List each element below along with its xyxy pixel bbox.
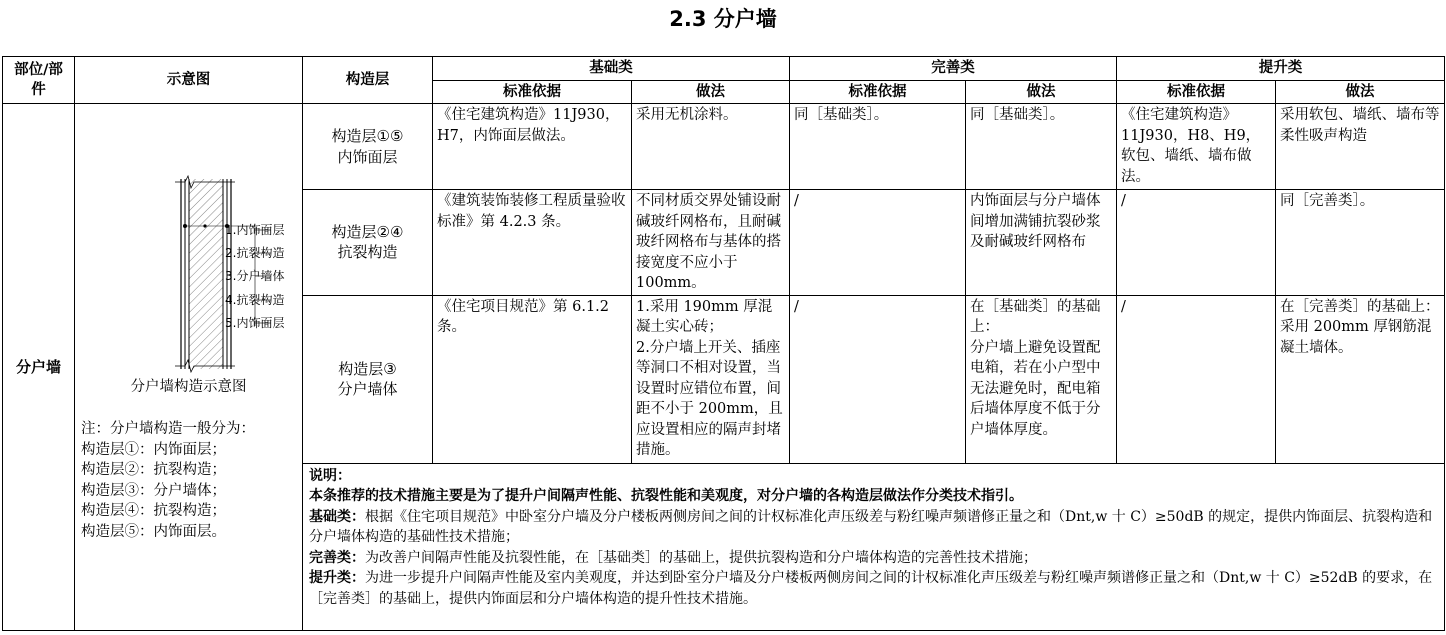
explanation-heading: 说明： bbox=[309, 467, 351, 484]
note-line: 注：分户墙构造一般分为： bbox=[81, 421, 255, 437]
upgraded-text: 为进一步提升户间隔声性能及室内美观度，并达到卧室分户墙及分户楼板两侧房间之间的计权标准化声压级差与粉红噪声频谱修正量之和（Dnt,w 十 C）≥52dB 的要求，在［完善类］的基础上，提供内饰面层和分户墙体构造的提升性技术措施。 bbox=[309, 570, 1433, 607]
part-name: 分户墙 bbox=[3, 104, 75, 631]
layer-type: 内饰面层 bbox=[337, 147, 398, 166]
note-line: 构造层⑤：内饰面层。 bbox=[81, 523, 226, 540]
header-basic-method: 做法 bbox=[632, 80, 790, 104]
header-improved: 完善类 bbox=[790, 57, 1117, 81]
note-line: 构造层②：抗裂构造； bbox=[81, 462, 226, 478]
method-line: 分户墙上避免设置配电箱，若在小户型中无法避免时，配电箱后墙体厚度不低于分户墙体厚度。 bbox=[970, 339, 1101, 438]
diagram-cell bbox=[75, 104, 303, 631]
diagram-notes bbox=[81, 419, 255, 542]
header-upgraded-method: 做法 bbox=[1276, 80, 1445, 104]
layer-type: 分户墙体 bbox=[337, 380, 398, 398]
upgraded-method bbox=[1276, 295, 1445, 463]
layer-name: 构造层②④ bbox=[331, 222, 404, 241]
basic-method bbox=[632, 295, 790, 463]
improved-standard: 同［基础类］。 bbox=[790, 104, 966, 190]
layer-name: 构造层③ bbox=[338, 359, 397, 378]
basic-standard: 《住宅项目规范》第 6.1.2 条。 bbox=[433, 295, 632, 463]
wall-body-hatch bbox=[189, 179, 223, 369]
method-line: 2.分户墙上开关、插座等洞口不相对设置，当设置时应错位布置，间距不小于 200mm，且应设置相应的隔声封堵措施。 bbox=[636, 339, 783, 458]
layer-cell bbox=[303, 104, 433, 190]
basic-method: 采用无机涂料。 bbox=[632, 104, 790, 190]
header-part: 部位/部件 bbox=[3, 57, 75, 104]
layer-type: 抗裂构造 bbox=[337, 243, 398, 262]
layer-name: 构造层①⑤ bbox=[331, 127, 404, 145]
note-line: 构造层①：内饰面层； bbox=[81, 441, 226, 458]
method-line: 1.采用 190mm 厚混凝土实心砖； bbox=[636, 298, 773, 335]
method-line: 在［完善类］的基础上： bbox=[1280, 298, 1440, 315]
header-diagram: 示意图 bbox=[75, 57, 303, 104]
upgraded-method: 采用软包、墙纸、墙布等柔性吸声构造 bbox=[1276, 104, 1445, 190]
layer-cell bbox=[303, 295, 433, 463]
diagram-caption: 分户墙构造示意图 bbox=[130, 379, 247, 395]
basic-label: 基础类： bbox=[309, 508, 365, 525]
header-upgraded-standard: 标准依据 bbox=[1117, 80, 1276, 104]
upgraded-standard: / bbox=[1117, 190, 1276, 296]
upgraded-standard: / bbox=[1117, 295, 1276, 463]
upgraded-standard: 《住宅建筑构造》11J930，H8、H9，软包、墙纸、墙布做法。 bbox=[1117, 104, 1276, 190]
explanation-upgraded bbox=[309, 568, 1438, 609]
method-line: 采用 200mm 厚钢筋混凝土墙体。 bbox=[1280, 319, 1432, 356]
explanation-improved bbox=[309, 548, 1438, 569]
wall-construction-table bbox=[2, 56, 1445, 631]
method-line: 在［基础类］的基础上： bbox=[970, 298, 1101, 335]
basic-text: 根据《住宅项目规范》中卧室分户墙及分户楼板两侧房间之间的计权标准化声压级差与粉红噪声频谱修正量之和（Dnt,w 十 C）≥50dB 的规定，提供内饰面层、抗裂构造和分户墙体构造的基础性技术措施； bbox=[309, 508, 1433, 545]
header-improved-method: 做法 bbox=[966, 80, 1117, 104]
legend-label: 3.分户墙体 bbox=[225, 269, 285, 283]
basic-standard: 《住宅建筑构造》11J930，H7，内饰面层做法。 bbox=[433, 104, 632, 190]
header-basic: 基础类 bbox=[433, 57, 790, 81]
improved-method: 内饰面层与分户墙体间增加满铺抗裂砂浆及耐碱玻纤网格布 bbox=[966, 190, 1117, 296]
layer-cell bbox=[303, 190, 433, 296]
basic-method: 不同材质交界处铺设耐碱玻纤网格布，且耐碱玻纤网格布与基体的搭接宽度不应小于 100mm。 bbox=[632, 190, 790, 296]
upgraded-label: 提升类： bbox=[309, 570, 365, 586]
explanation-basic bbox=[309, 507, 1438, 548]
page-title: 2.3 分户墙 bbox=[669, 7, 777, 31]
improved-method: 同［基础类］。 bbox=[966, 104, 1117, 190]
header-improved-standard: 标准依据 bbox=[790, 80, 966, 104]
basic-standard: 《建筑装饰装修工程质量验收标准》第 4.2.3 条。 bbox=[433, 190, 632, 296]
note-line: 构造层④：抗裂构造； bbox=[81, 503, 226, 519]
improved-standard: / bbox=[790, 295, 966, 463]
improved-method bbox=[966, 295, 1117, 463]
header-layer: 构造层 bbox=[303, 57, 433, 104]
table-row bbox=[3, 104, 1445, 190]
header-basic-standard: 标准依据 bbox=[433, 80, 632, 104]
legend-label: 1.内饰面层 bbox=[225, 223, 285, 237]
explanation-cell bbox=[303, 463, 1445, 631]
wall-section-diagram bbox=[75, 104, 303, 374]
upgraded-method: 同［完善类］。 bbox=[1276, 190, 1445, 296]
header-upgraded: 提升类 bbox=[1117, 57, 1445, 81]
legend-label: 5.内饰面层 bbox=[225, 316, 285, 330]
improved-label: 完善类： bbox=[309, 549, 365, 566]
legend-label: 2.抗裂构造 bbox=[225, 246, 285, 260]
improved-standard: / bbox=[790, 190, 966, 296]
explanation-intro: 本条推荐的技术措施主要是为了提升户间隔声性能、抗裂性能和美观度，对分户墙的各构造层做法作分类技术指引。 bbox=[309, 488, 1023, 504]
note-line: 构造层③：分户墙体； bbox=[81, 482, 226, 499]
legend-label: 4.抗裂构造 bbox=[225, 293, 285, 307]
improved-text: 为改善户间隔声性能及抗裂性能，在［基础类］的基础上，提供抗裂构造和分户墙体构造的完善性技术措施； bbox=[365, 549, 1037, 566]
